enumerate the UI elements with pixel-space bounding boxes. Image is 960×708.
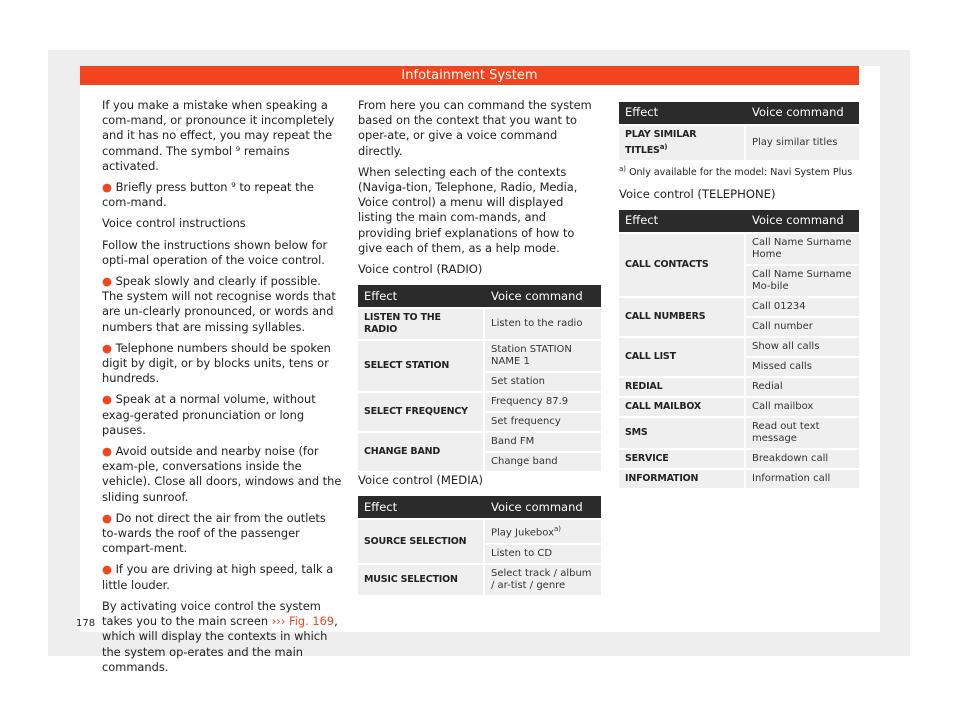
bullet-item: ● Speak slowly and clearly if possible. The system will not recognise words that are un-clearly pronounced, or words and numbers that are missing syllables. [102,274,336,334]
radio-table-title: Voice control (RADIO) [358,262,483,277]
section-heading: Voice control instructions [102,216,246,231]
command-header: Voice command [485,285,601,307]
table-row: Call number [619,318,859,336]
bullet-icon: ● [102,392,112,407]
table-row: SELECT FREQUENCY Frequency 87.9 [358,393,601,411]
microphone-icon: ⁹ [231,180,236,195]
column-2 [358,98,601,597]
bullet-icon: ● [102,562,112,577]
table-row: Set frequency [358,413,601,431]
paragraph: When selecting each of the contexts (Naviga-tion, Telephone, Radio, Media, Voice control) a menu will displayed listing the main com-mands, and providing brief explanations of how to give each of them, as a help mode. [358,164,578,255]
table-row: SMS Read out text message [619,418,859,448]
table-row: Listen to CD [358,545,601,563]
page-number: 178 [76,618,96,629]
paragraph: By activating voice control the system takes you to the main screen ››› Fig. 169, which will display the contexts in which the system op-erates and the main commands. [102,598,338,674]
table-row: CALL NUMBERS Call 01234 [619,298,859,316]
telephone-table-title: Voice control (TELEPHONE) [619,186,776,201]
table-header-row [358,285,601,307]
effect-header: Effect [358,285,485,307]
media-table [358,494,601,596]
table-row: Set station [358,373,601,391]
table-row: REDIAL Redial [619,378,859,396]
bullet-icon: ● [102,340,112,355]
column-1 [102,98,342,681]
table-row: CHANGE BAND Band FM [358,433,601,451]
radio-table [358,283,601,473]
table-row: LISTEN TO THE RADIO Listen to the radio [358,309,601,339]
table-row: SELECT STATION Station STATION NAME 1 [358,341,601,371]
table-row: INFORMATION Information call [619,470,859,488]
media-table-title: Voice control (MEDIA) [358,473,484,488]
table-header-row: Effect Voice command [358,496,601,518]
table-row: Call Name Surname Mo-bile [619,266,859,296]
bullet-item: ● If you are driving at high speed, talk a little louder. [102,562,334,592]
chapter-header: Infotainment System [80,66,859,85]
paragraph: Follow the instructions shown below for opti-mal operation of the voice control. [102,237,328,267]
footnote: $^{a)}$ Only available for the model: Navi System Plus [619,165,853,179]
bullet-item: ● Do not direct the air from the outlets to-wards the roof of the passenger compart-ment. [102,510,326,556]
similar-table [619,100,859,162]
bullet-item: ● Speak at a normal volume, without exag-gerated pronunciation or long pauses. [102,392,316,437]
paragraph: From here you can command the system based on the context that you want to oper-ate, or give a voice command directly. [358,98,592,158]
bullet-item: ● Briefly press button ⁹ to repeat the com-mand. [102,180,314,210]
microphone-icon: ⁹ [235,143,241,158]
table-row: PLAY SIMILAR TITLES$^{a)}$ Play similar titles [619,126,859,160]
table-row: SOURCE SELECTION Play Jukebox$^{a)}$ [358,520,601,542]
bullet-icon: ● [102,510,112,525]
figure-link[interactable]: ››› Fig. 169 [271,614,335,629]
table-row: SERVICE Breakdown call [619,450,859,468]
bullet-icon: ● [102,274,112,289]
table-row: Missed calls [619,358,859,376]
table-row: CALL MAILBOX Call mailbox [619,398,859,416]
bullet-item: ● Avoid outside and nearby noise (for exam-ple, conversations inside the vehicle). Close all doors, windows and the sliding sunroof. [102,444,342,504]
table-header-row: Effect Voice command [619,102,859,124]
column-3 [619,100,859,490]
bullet-item: ● Telephone numbers should be spoken digit by digit, or by blocks units, tens or hundreds. [102,340,331,386]
table-row: Change band [358,453,601,471]
table-row: CALL LIST Show all calls [619,338,859,356]
telephone-table [619,208,859,490]
paragraph: If you make a mistake when speaking a com-mand, or pronounce it incompletely and it has no effect, you may repeat the command. The symbol ⁹ remains activated. [102,98,335,173]
bullet-icon: ● [102,444,112,459]
table-header-row: Effect Voice command [619,210,859,232]
bullet-icon: ● [102,180,112,195]
table-row: MUSIC SELECTION Select track / album / ar-tist / genre [358,565,601,595]
table-row: CALL CONTACTS Call Name Surname Home [619,234,859,264]
footnote-marker: a) [553,525,562,534]
